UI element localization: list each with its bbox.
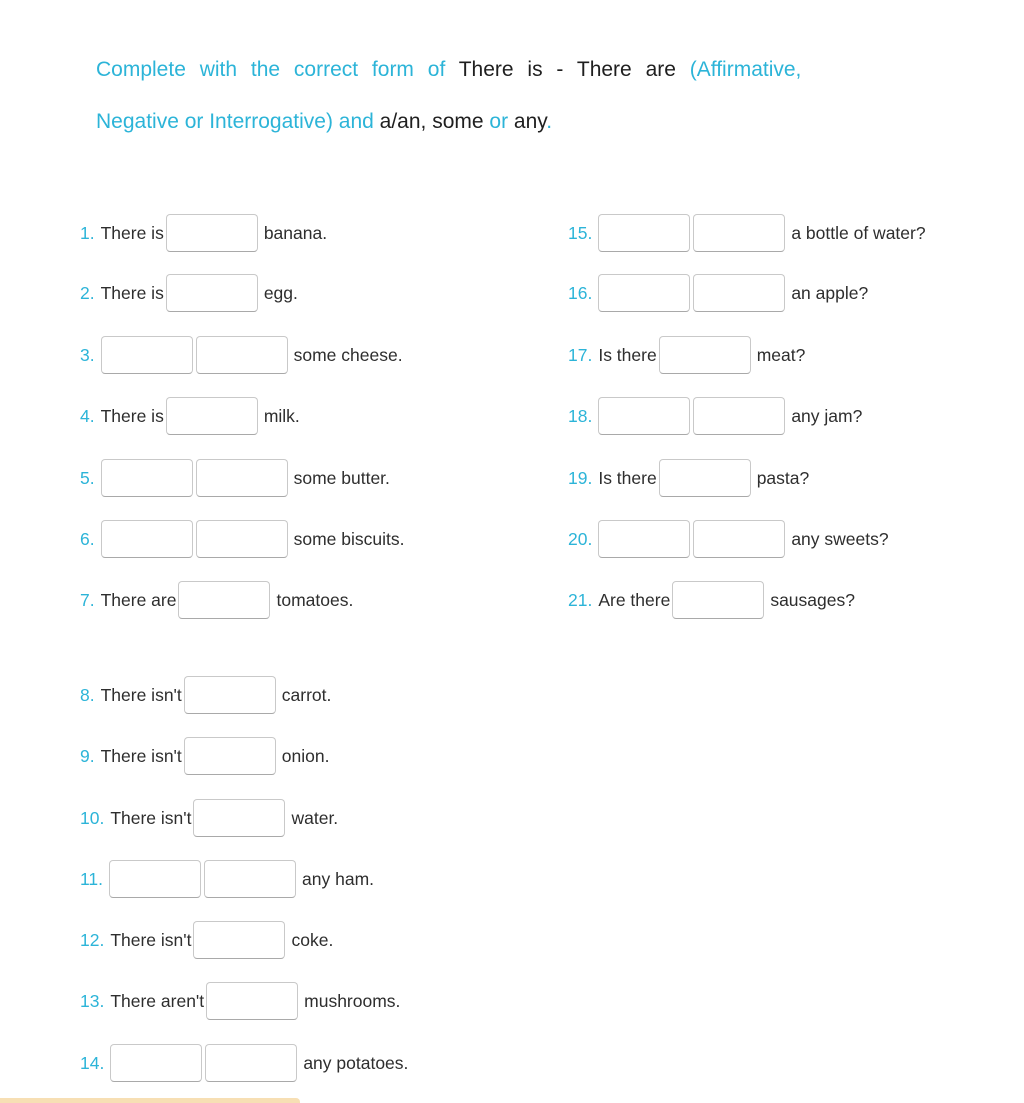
item-number: 13. [80,990,105,1011]
instr-segment-highlight: a/an, some [379,110,484,133]
instr-segment: or [483,110,514,133]
exercise-item [568,213,926,253]
item-number: 21. [568,589,593,610]
item-suffix: mushrooms. [304,990,401,1011]
item-number: 7. [80,589,95,610]
item-suffix: sausages? [770,589,855,610]
exercise-item [80,519,404,559]
answer-box[interactable] [598,214,690,252]
item-number: 12. [80,929,105,950]
item-suffix: some cheese. [293,344,403,365]
answer-box[interactable] [693,397,785,435]
item-number: 20. [568,528,593,549]
item-prefix: There isn't [100,684,182,705]
item-number: 15. [568,222,593,243]
instr-segment: (Affirmative, [675,58,802,81]
answer-box[interactable] [184,737,276,775]
item-prefix: Is there [598,467,657,488]
item-suffix: some butter. [293,467,390,488]
item-suffix: coke. [291,929,334,950]
item-prefix: There is [100,282,164,303]
item-number: 11. [80,868,104,889]
item-number: 18. [568,405,593,426]
answer-box[interactable] [109,860,201,898]
answer-box[interactable] [193,921,285,959]
answer-box[interactable] [598,520,690,558]
exercise-item [80,920,333,960]
item-prefix: Are there [598,589,671,610]
instructions-line-1 [96,44,936,96]
exercise-item [568,273,868,313]
item-suffix: banana. [263,222,328,243]
exercise-item [568,519,889,559]
answer-box[interactable] [166,214,258,252]
item-number: 14. [80,1052,105,1073]
answer-box[interactable] [204,860,296,898]
item-number: 16. [568,282,593,303]
item-suffix: pasta? [756,467,810,488]
answer-box[interactable] [205,1044,297,1082]
exercise-item [80,273,298,313]
exercise-item [80,798,338,838]
exercise-item [80,335,403,375]
instr-segment: Complete with the correct form of [96,58,459,81]
answer-box[interactable] [196,520,288,558]
answer-box[interactable] [659,336,751,374]
exercise-item [568,335,805,375]
item-prefix: There are [100,589,177,610]
item-number: 2. [80,282,95,303]
item-number: 4. [80,405,95,426]
item-suffix: carrot. [281,684,332,705]
instructions [96,44,936,148]
answer-box[interactable] [196,459,288,497]
exercise-item [80,736,329,776]
answer-box[interactable] [110,1044,202,1082]
answer-box[interactable] [101,520,193,558]
item-prefix: There is [100,222,164,243]
instructions-line-2 [96,96,936,148]
item-suffix: meat? [756,344,806,365]
item-number: 17. [568,344,593,365]
item-number: 3. [80,344,95,365]
item-number: 5. [80,467,95,488]
item-suffix: any potatoes. [303,1052,409,1073]
exercise-item [80,213,327,253]
item-suffix: milk. [263,405,300,426]
exercise-item [80,396,300,436]
exercise-item [80,981,400,1021]
item-prefix: There isn't [110,807,192,828]
footer-decoration [0,1098,300,1103]
item-suffix: tomatoes. [276,589,354,610]
answer-box[interactable] [659,459,751,497]
answer-box[interactable] [672,581,764,619]
item-prefix: There isn't [100,745,182,766]
item-suffix: any jam? [791,405,863,426]
exercise-item [80,859,374,899]
item-prefix: There isn't [110,929,192,950]
answer-box[interactable] [166,397,258,435]
item-prefix: Is there [598,344,657,365]
exercise-item [568,458,809,498]
answer-box[interactable] [178,581,270,619]
instr-segment-highlight: There is - There are [458,58,676,81]
item-prefix: There aren't [110,990,205,1011]
answer-box[interactable] [598,274,690,312]
instr-segment: Negative or Interrogative) and [96,110,380,133]
exercise-item [80,580,353,620]
item-suffix: a bottle of water? [791,222,926,243]
item-suffix: an apple? [791,282,869,303]
item-number: 6. [80,528,95,549]
answer-box[interactable] [193,799,285,837]
answer-box[interactable] [101,336,193,374]
item-number: 8. [80,684,95,705]
item-suffix: any sweets? [791,528,889,549]
item-number: 10. [80,807,105,828]
answer-box[interactable] [598,397,690,435]
instr-segment: . [546,110,553,133]
answer-box[interactable] [184,676,276,714]
exercise-item [80,458,390,498]
item-number: 9. [80,745,95,766]
answer-box[interactable] [196,336,288,374]
answer-box[interactable] [693,274,785,312]
item-number: 19. [568,467,593,488]
item-suffix: onion. [281,745,330,766]
answer-box[interactable] [693,214,785,252]
item-number: 1. [80,222,95,243]
item-suffix: any ham. [302,868,375,889]
instr-segment-highlight: any [513,110,547,133]
item-suffix: some biscuits. [293,528,405,549]
answer-box[interactable] [101,459,193,497]
exercise-item [568,396,862,436]
item-prefix: There is [100,405,164,426]
item-suffix: egg. [263,282,298,303]
answer-box[interactable] [166,274,258,312]
item-suffix: water. [291,807,339,828]
exercise-item [80,675,331,715]
answer-box[interactable] [693,520,785,558]
exercise-item [80,1043,408,1083]
exercise-item [568,580,855,620]
answer-box[interactable] [206,982,298,1020]
